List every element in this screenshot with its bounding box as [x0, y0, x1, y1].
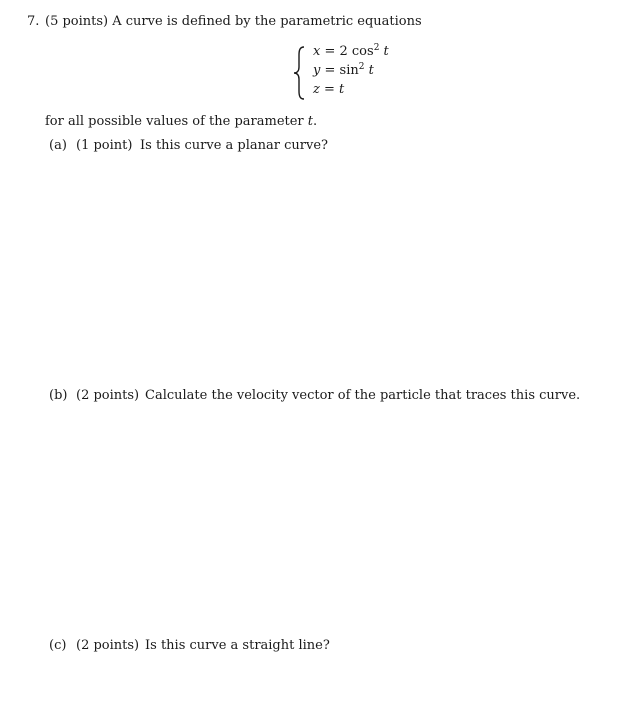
eq-x-var: t — [379, 44, 389, 59]
part-a-question: Is this curve a planar curve? — [140, 138, 328, 153]
part-b-points: (2 points) — [76, 388, 140, 403]
eq-y-var: t — [364, 63, 374, 78]
equation-y — [313, 63, 374, 79]
parameter-statement — [45, 114, 317, 130]
part-c-label: (c) — [49, 638, 67, 653]
eq-z-var: t — [339, 82, 345, 97]
var-x: x — [313, 44, 321, 59]
parameter-text: for all possible values of the parameter — [45, 114, 308, 129]
equation-z — [313, 82, 344, 98]
part-b-label: (b) — [49, 388, 68, 403]
parameter-var: t — [307, 114, 314, 129]
part-a-label: (a) — [49, 138, 67, 153]
parameter-period: . — [313, 114, 318, 129]
parametric-system — [292, 44, 402, 100]
eq-z-rhs: = — [319, 82, 340, 97]
var-y: y — [313, 63, 321, 78]
equation-x — [313, 44, 389, 60]
eq-x-rhs: = 2 cos — [320, 44, 374, 59]
eq-x-exp: 2 — [373, 43, 380, 53]
part-b-question: Calculate the velocity vector of the particle that traces this curve. — [145, 388, 581, 403]
part-c-points: (2 points) — [76, 638, 140, 653]
eq-y-exp: 2 — [358, 62, 365, 72]
problem-number: 7. — [27, 14, 40, 29]
part-c-question: Is this curve a straight line? — [145, 638, 330, 653]
eq-y-rhs: = sin — [320, 63, 359, 78]
left-brace-icon — [292, 46, 308, 100]
problem-header: (5 points) A curve is defined by the parametric equations — [45, 14, 422, 29]
var-z: z — [313, 82, 320, 97]
part-a-points: (1 point) — [76, 138, 133, 153]
